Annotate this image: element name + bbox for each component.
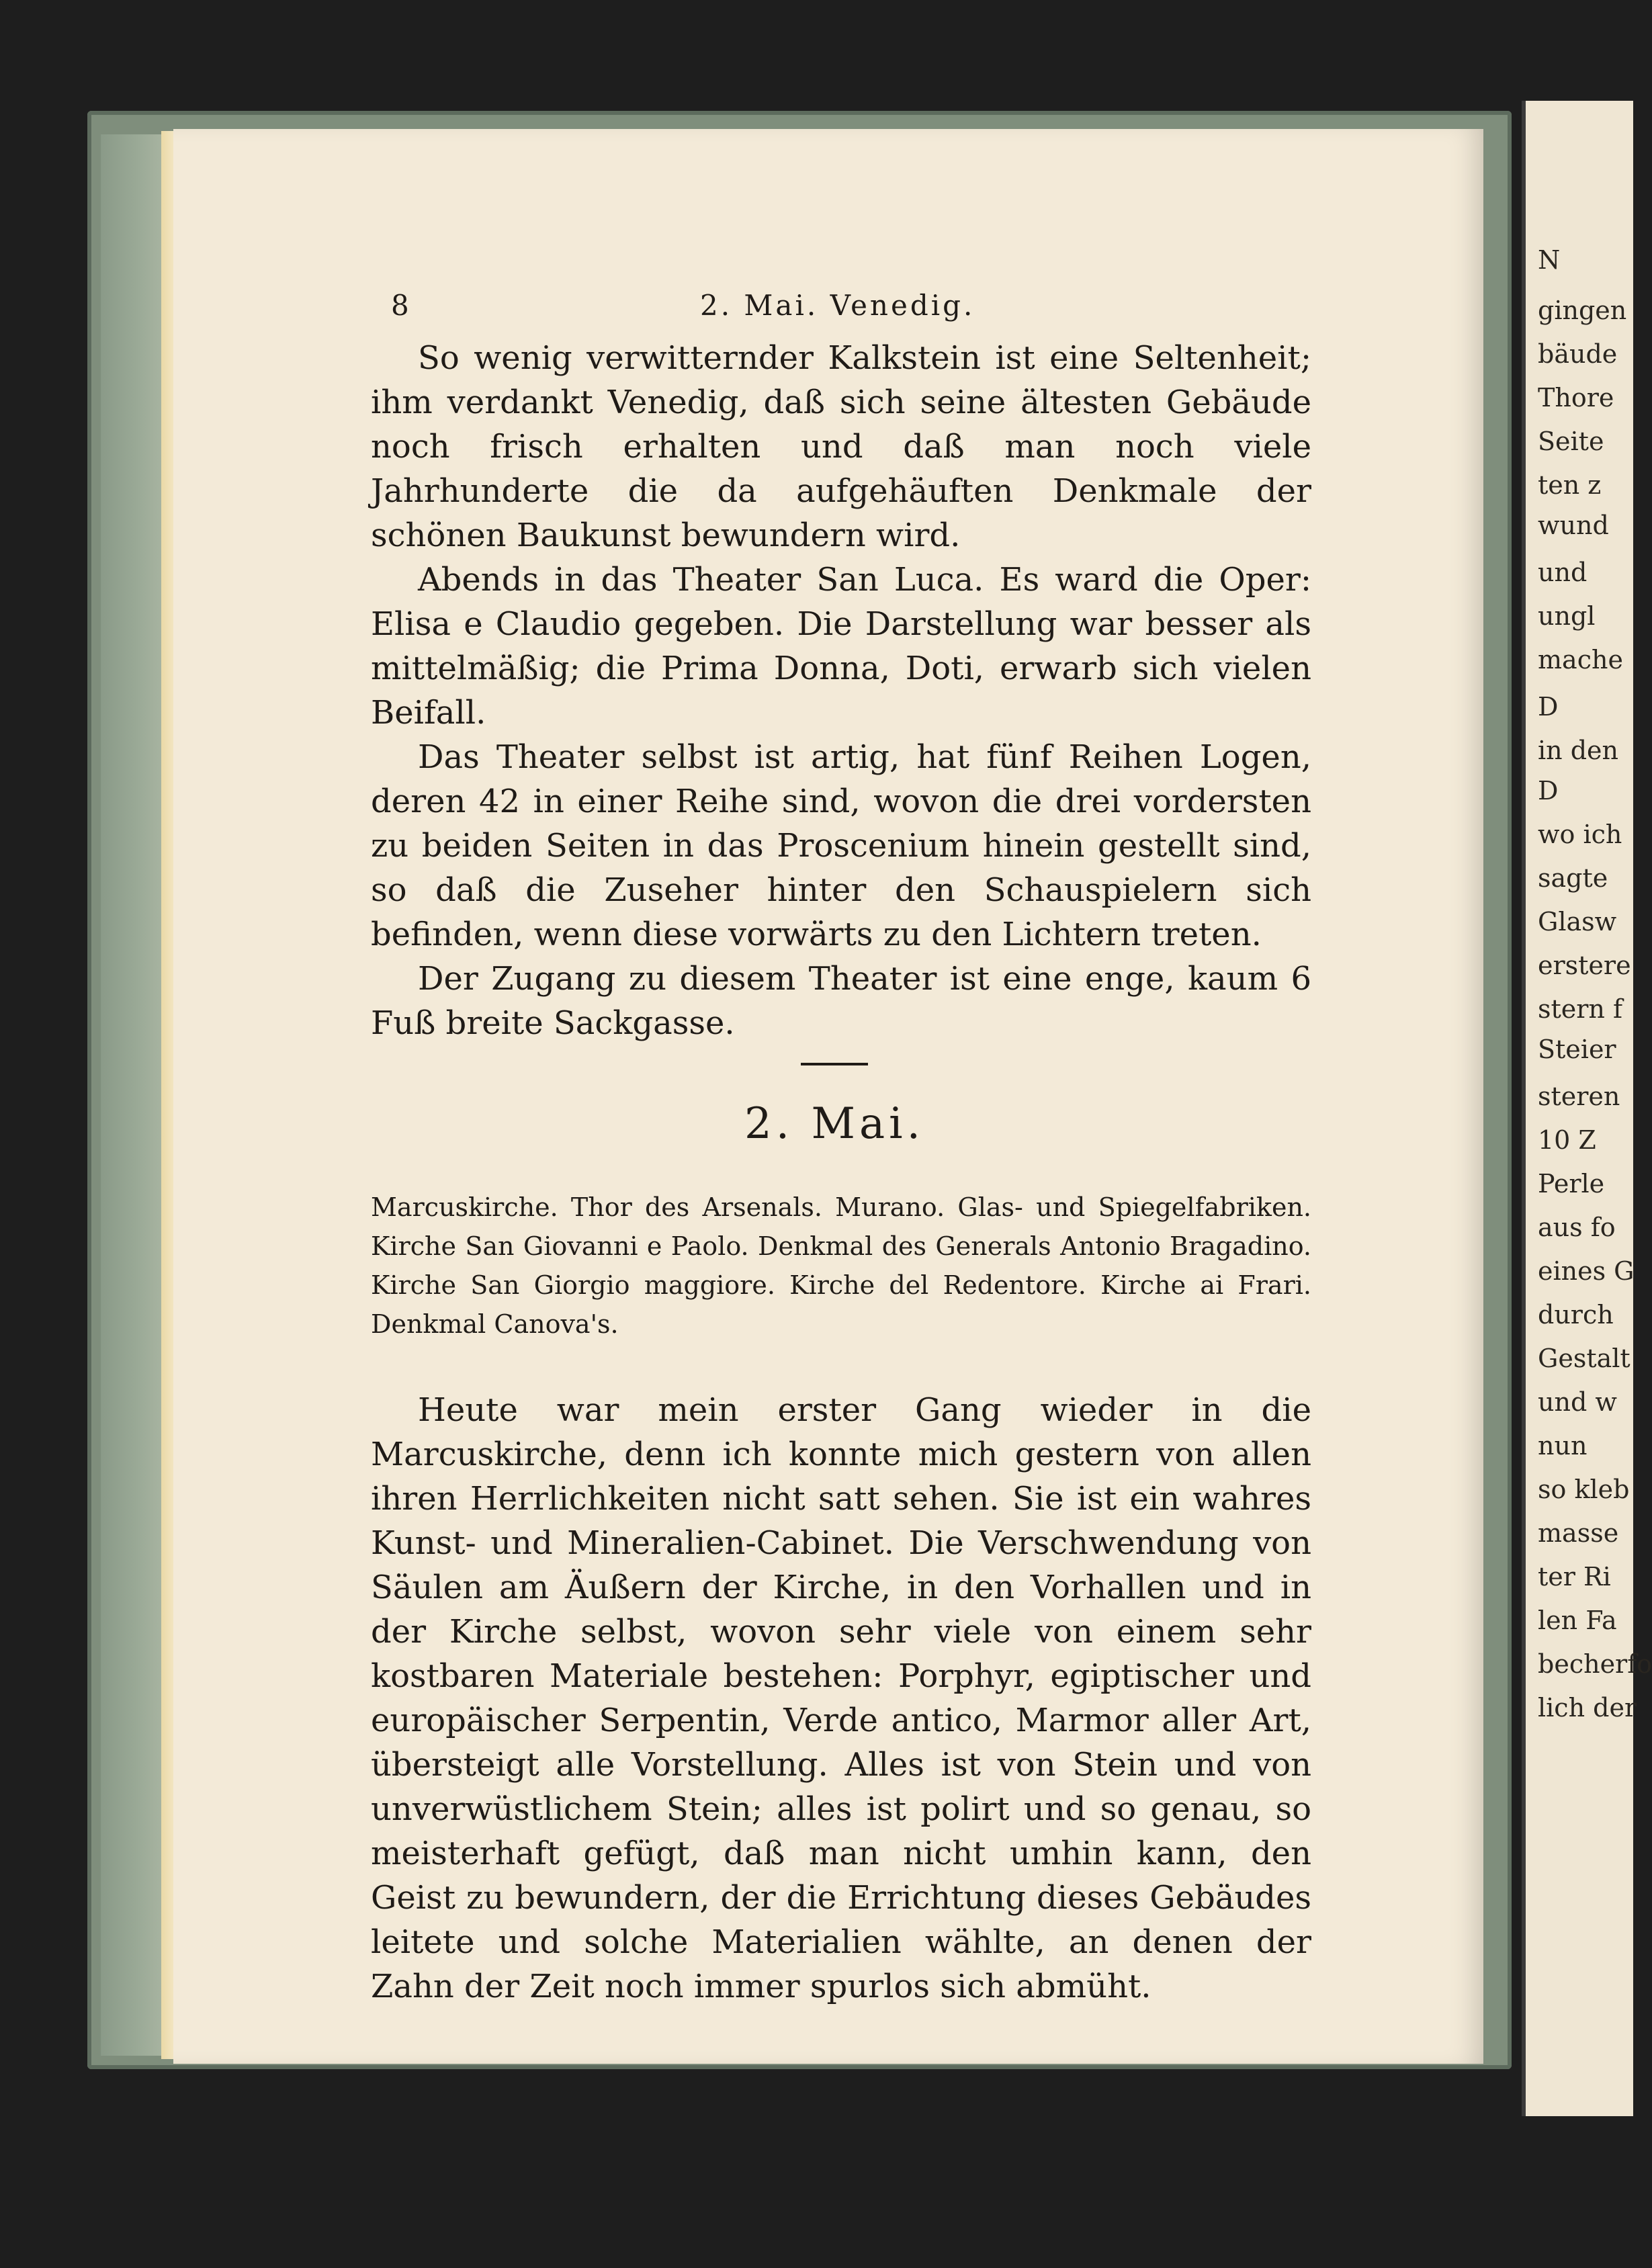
facing-page-fragment: erstere — [1538, 951, 1631, 980]
facing-page-fragment: Steier — [1538, 1035, 1616, 1064]
facing-page-fragment: Thore — [1538, 383, 1614, 412]
facing-page-fragment: ten z — [1538, 470, 1602, 500]
paragraph: Heute war mein erster Gang wieder in die Marcuskirche, denn ich konnte mich gestern von allen ihren Herrlichkeiten nicht satt sehen. Sie ist ein wahres Kunst- und Mineralien-Cabinet. Die Verschwendung von Säulen am Äußern der Kirche, in den Vorhallen und in der Kirche selbst, wovon sehr viele von einem sehr kostbaren Materiale bestehen: Porphyr, egiptischer und europäischer Serpentin, Verde antico, Marmor aller Art, übersteigt alle Vorstellung. Alles ist von Stein und von unverwüstlichem Stein; alles ist polirt und so genau, so meisterhaft gefügt, daß man nicht umhin kann, den Geist zu bewundern, der die Errichtung dieses Gebäudes leitete und solche Materialien wählte, an denen der Zahn der Zeit noch immer spurlos sich abmüht. — [371, 1391, 1311, 2005]
facing-page-fragment: eines G — [1538, 1256, 1635, 1286]
paragraph: Das Theater selbst ist artig, hat fünf Reihen Logen, deren 42 in einer Reihe sind, wovon die drei vordersten zu beiden Seiten in das Proscenium hinein gestellt sind, so daß die Zuseher hinter den Schauspielern sich befinden, wenn diese vorwärts zu den Lichtern treten. — [371, 738, 1311, 953]
facing-page-fragment: N — [1538, 245, 1561, 275]
facing-page-fragment: D — [1538, 692, 1559, 722]
facing-page-fragment: becherfo — [1538, 1649, 1652, 1679]
facing-page-fragment: bäude — [1538, 339, 1618, 369]
facing-page-fragment: wund — [1538, 511, 1609, 540]
facing-page-fragment: Perle — [1538, 1169, 1605, 1198]
paragraph: Der Zugang zu diesem Theater ist eine enge, kaum 6 Fuß breite Sackgasse. — [371, 960, 1311, 1042]
section-summary: Marcuskirche. Thor des Arsenals. Murano. Glas- und Spiegelfabriken. Kirche San Giovanni e Paolo. Denkmal des Generals Antonio Bragadino. Kirche San Giorgio maggiore. Kirche del Redentore. Kirche ai Frari. Denkmal Canova's. — [371, 1192, 1311, 1339]
facing-page-fragment: durch — [1538, 1300, 1614, 1329]
facing-page-fragment: und — [1538, 558, 1588, 587]
facing-page-fragment: Glasw — [1538, 907, 1617, 936]
facing-page-fragment: lich der — [1538, 1693, 1637, 1722]
facing-page-fragment: len Fa — [1538, 1606, 1617, 1635]
paragraph: So wenig verwitternder Kalkstein ist eine Seltenheit; ihm verdankt Venedig, daß sich seine ältesten Gebäude noch frisch erhalten und daß man noch viele Jahrhunderte die da aufgehäuften Denkmale der schönen Baukunst bewundern wird. — [371, 339, 1311, 554]
facing-page-fragment: und w — [1538, 1387, 1617, 1417]
section-divider — [801, 1063, 868, 1065]
facing-page — [1522, 101, 1652, 2116]
paragraph: Abends in das Theater San Luca. Es ward die Oper: Elisa e Claudio gegeben. Die Darstellung war besser als mittelmäßig; die Prima Donna, Doti, erwarb sich vielen Beifall. — [371, 561, 1311, 732]
facing-page-fragment: ungl — [1538, 601, 1596, 631]
facing-page-fragment: 10 Z — [1538, 1125, 1596, 1155]
facing-page-fragment: ter Ri — [1538, 1562, 1611, 1591]
running-header — [371, 289, 1311, 336]
facing-page-fragment: D — [1538, 776, 1559, 805]
facing-page-fragment: Seite — [1538, 427, 1604, 456]
facing-page-fragment: stern f — [1538, 994, 1623, 1024]
facing-page-fragment: mache — [1538, 645, 1623, 674]
page-number: 8 — [391, 289, 409, 322]
facing-page-fragment: nun — [1538, 1431, 1588, 1460]
section-title: 2. Mai. — [744, 1099, 924, 1149]
running-title: 2. Mai. Venedig. — [700, 289, 975, 322]
page-content — [371, 289, 1311, 2009]
facing-page-fragment: steren — [1538, 1082, 1620, 1111]
facing-page-fragment: aus fo — [1538, 1213, 1616, 1242]
facing-page-fragment: masse — [1538, 1518, 1619, 1548]
facing-page-fragment: gingen — [1538, 296, 1627, 325]
facing-page-fragment: Gestalt — [1538, 1344, 1631, 1373]
book-spine-strip — [101, 134, 161, 2056]
facing-page-fragment: wo ich — [1538, 820, 1622, 849]
facing-page-fragment: so kleb — [1538, 1475, 1630, 1504]
facing-page-fragment: sagte — [1538, 863, 1608, 893]
facing-page-fragment: in den — [1538, 736, 1618, 765]
page-edge — [161, 131, 175, 2059]
